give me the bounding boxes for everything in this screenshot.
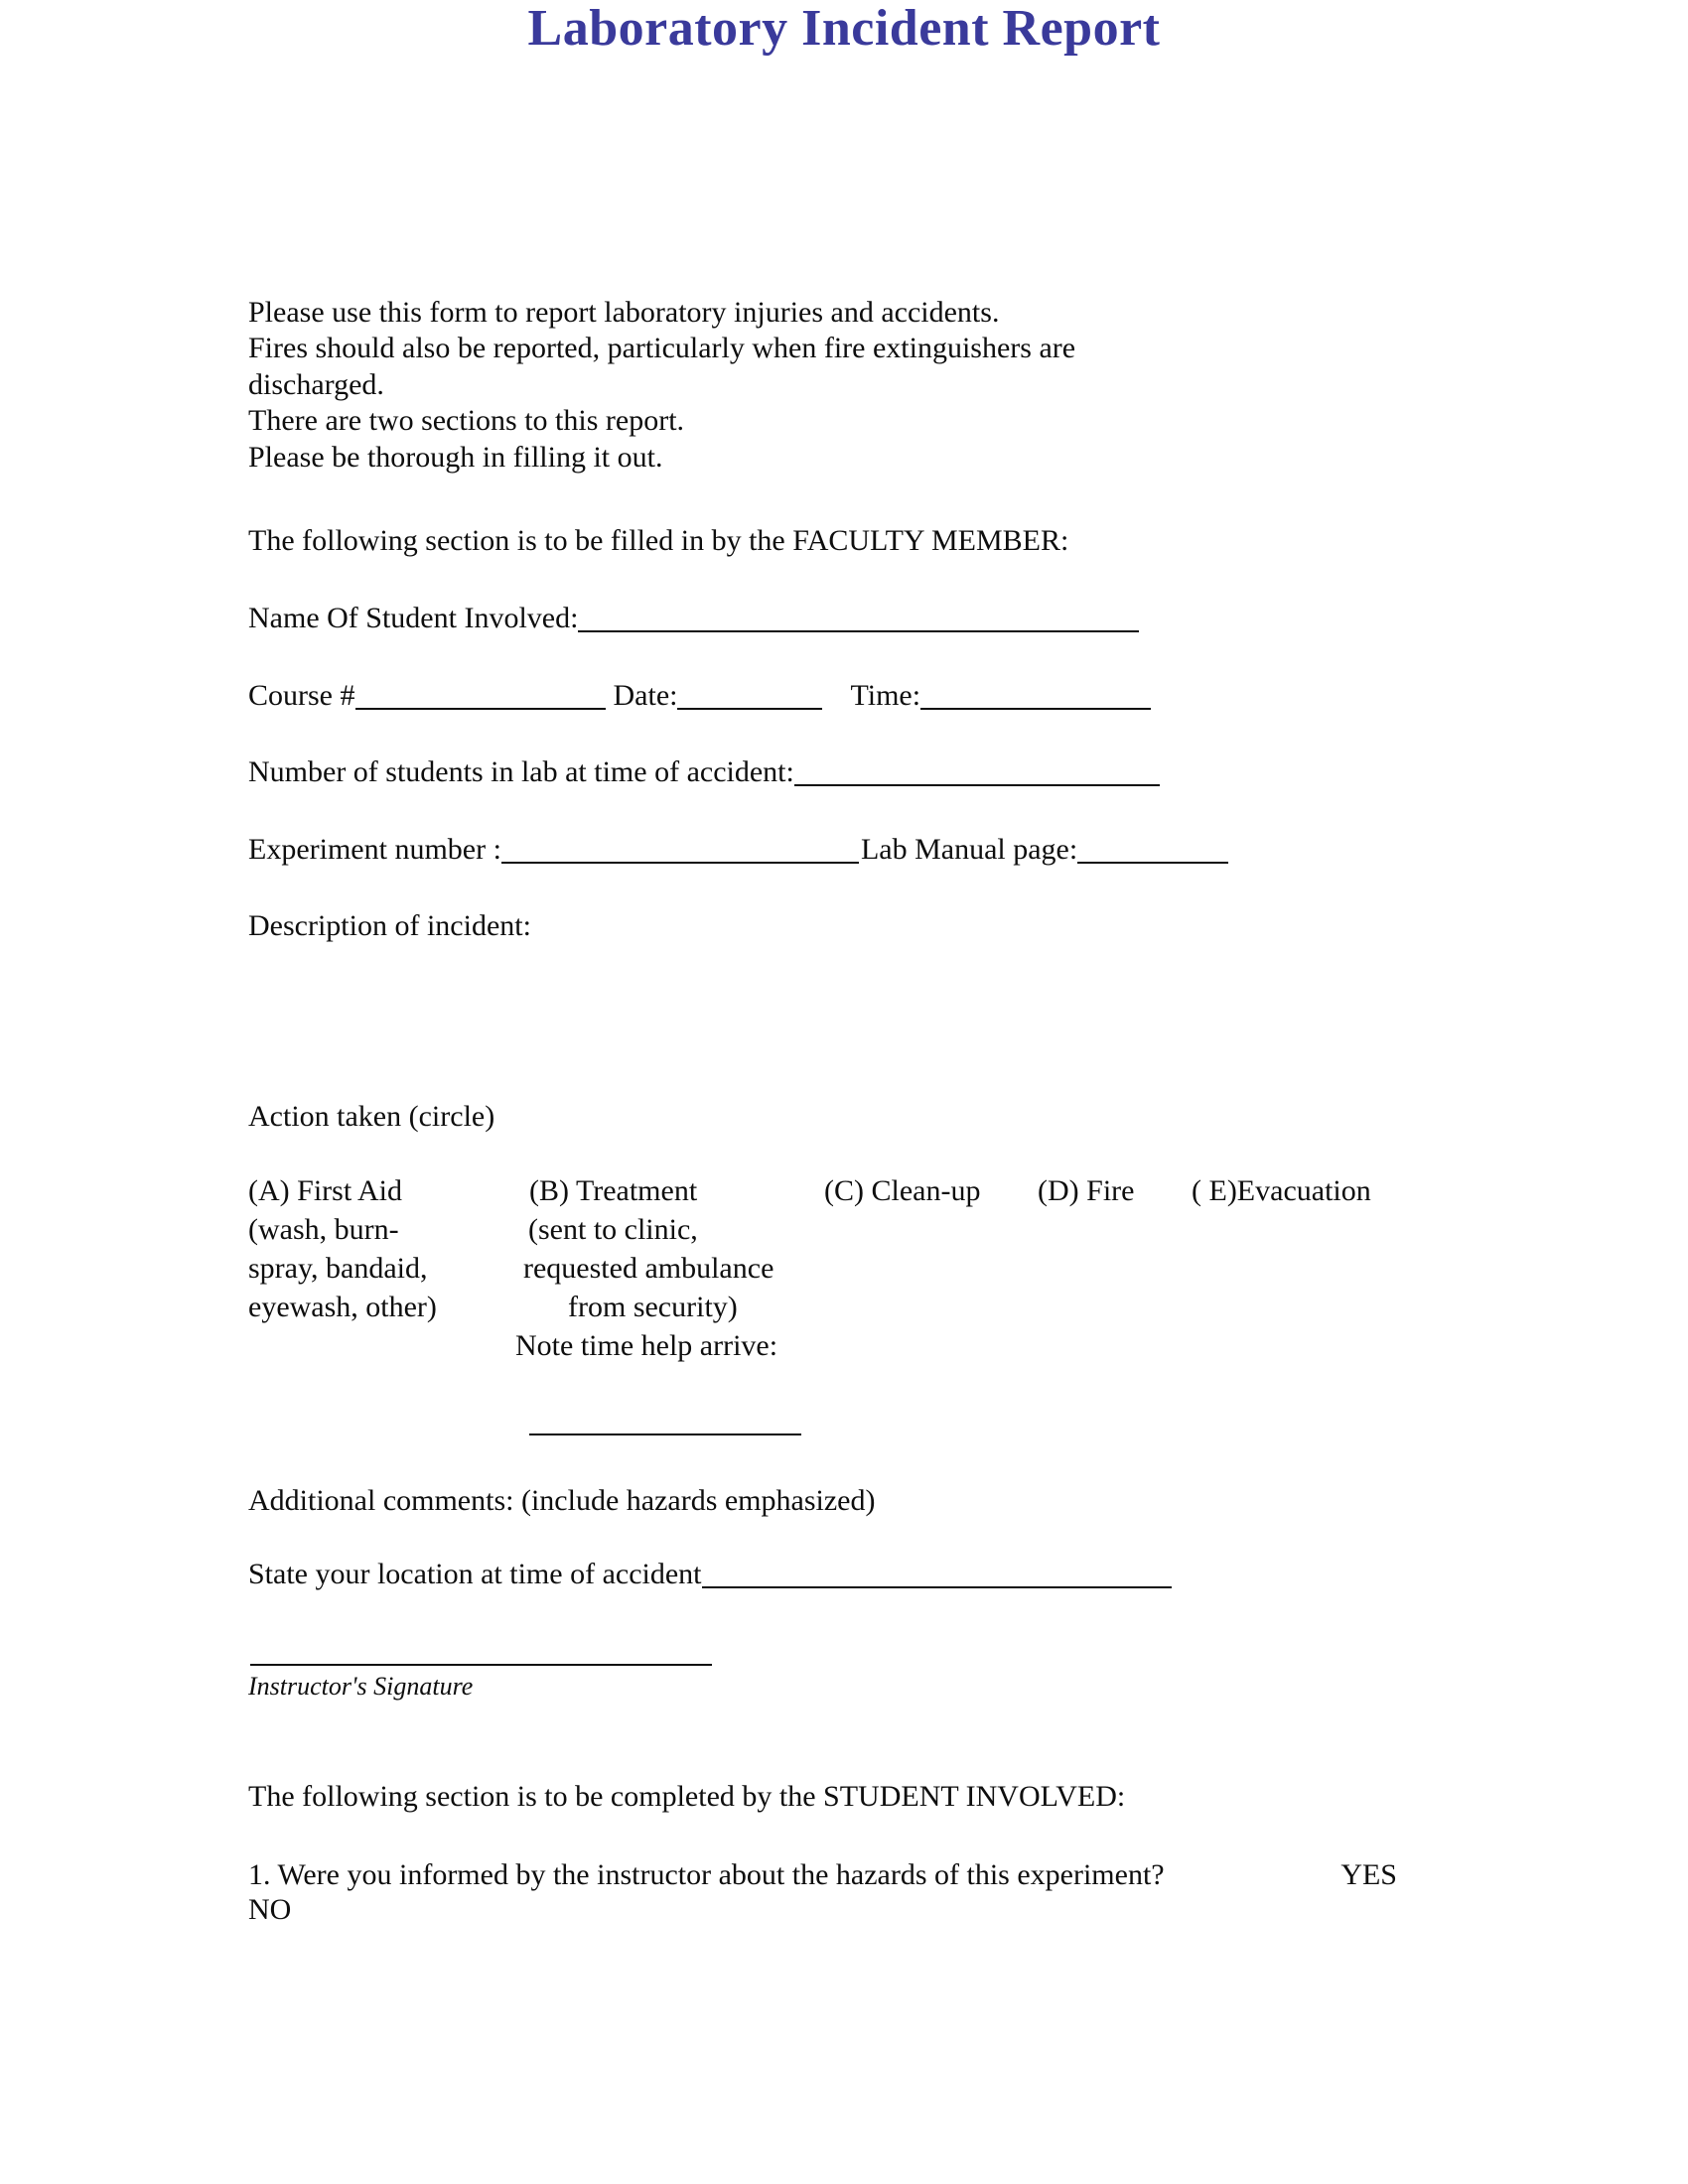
student-section-heading: The following section is to be completed by the STUDENT INVOLVED: (248, 1780, 1126, 1813)
additional-comments-label: Additional comments: (include hazards emphasized) (248, 1484, 876, 1517)
experiment-number-label: Experiment number : (248, 833, 501, 866)
intro-line: Fires should also be reported, particularly when fire extinguishers are (248, 332, 1076, 365)
action-option-b-line: requested ambulance (523, 1252, 774, 1285)
action-option-b (515, 1171, 777, 1365)
action-taken-label: Action taken (circle) (248, 1100, 495, 1133)
time-label: Time: (850, 679, 921, 712)
action-option-a-line: (wash, burn- (248, 1213, 399, 1246)
intro-line: Please be thorough in filling it out. (248, 440, 663, 474)
lab-manual-page-blank (1077, 861, 1228, 864)
help-arrival-time-label: Note time help arrive: (515, 1329, 778, 1362)
location-field (248, 1556, 1172, 1592)
description-label: Description of incident: (248, 909, 531, 942)
help-arrival-time-blank (529, 1433, 801, 1435)
action-option-d: (D) Fire (1038, 1174, 1135, 1207)
action-option-a (248, 1171, 437, 1326)
action-option-e: ( E)Evacuation (1192, 1174, 1371, 1207)
question-1-text: 1. Were you informed by the instructor about the hazards of this experiment? (248, 1858, 1165, 1891)
student-name-field (248, 600, 1139, 636)
location-blank (702, 1585, 1172, 1588)
course-label: Course # (248, 679, 355, 712)
date-label: Date: (613, 679, 678, 712)
experiment-field (248, 831, 1228, 868)
intro-line: There are two sections to this report. (248, 404, 685, 438)
student-name-blank (578, 629, 1139, 632)
action-option-a-line: spray, bandaid, (248, 1252, 428, 1285)
lab-manual-page-label: Lab Manual page: (860, 833, 1078, 866)
student-name-label: Name Of Student Involved: (248, 602, 579, 634)
course-blank (355, 707, 606, 710)
question-1-block (248, 1857, 1397, 1927)
action-option-c: (C) Clean-up (824, 1174, 981, 1207)
students-count-blank (794, 783, 1160, 786)
instructor-signature-label: Instructor's Signature (248, 1672, 474, 1701)
students-count-label: Number of students in lab at time of accident: (248, 755, 794, 788)
time-blank (920, 707, 1151, 710)
date-blank (677, 707, 822, 710)
action-option-b-line: (B) Treatment (529, 1174, 698, 1207)
action-option-b-line: (sent to clinic, (528, 1213, 698, 1246)
action-option-a-line: (A) First Aid (248, 1174, 403, 1207)
action-option-a-line: eyewash, other) (248, 1291, 437, 1323)
faculty-section-heading: The following section is to be filled in by the FACULTY MEMBER: (248, 524, 1069, 557)
instructor-signature-line (250, 1664, 712, 1666)
intro-line: Please use this form to report laboratory injuries and accidents. (248, 296, 1000, 329)
students-count-field (248, 753, 1160, 790)
intro-line: discharged. (248, 367, 384, 401)
course-date-time-field (248, 677, 1151, 714)
intro-paragraph (248, 295, 1075, 476)
experiment-number-blank (501, 861, 859, 864)
question-1-no-option: NO (248, 1893, 292, 1926)
action-option-b-line: from security) (568, 1291, 738, 1323)
question-1-yes-option: YES (1340, 1858, 1397, 1891)
form-title: Laboratory Incident Report (527, 0, 1161, 57)
location-label: State your location at time of accident (248, 1558, 702, 1590)
